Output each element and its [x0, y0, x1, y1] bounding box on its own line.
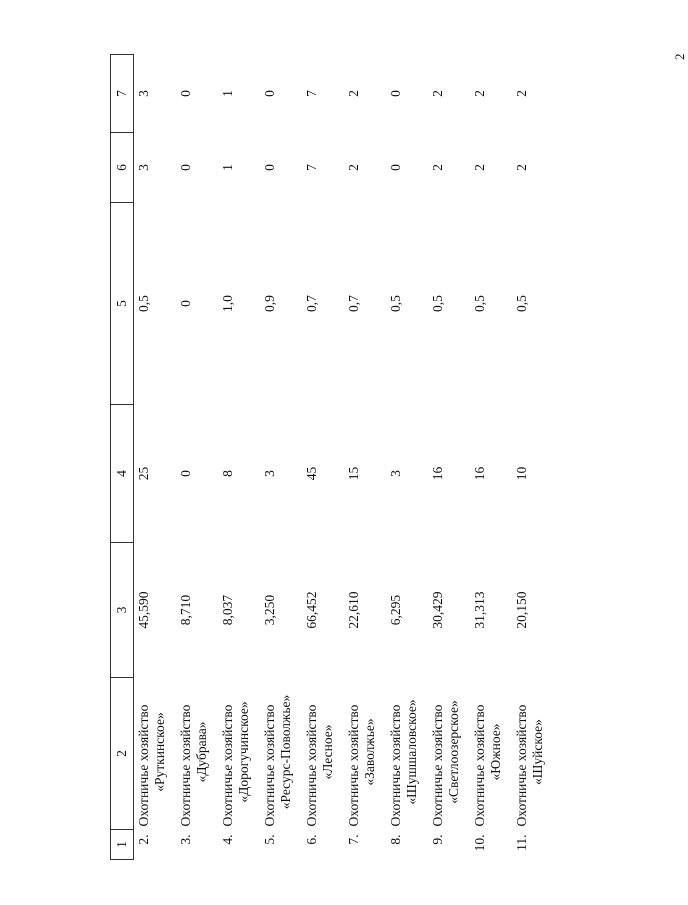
name-line-1: Охотничье хозяйство — [219, 704, 235, 827]
data-table — [110, 54, 554, 860]
col7-cell: 1 — [219, 90, 235, 97]
col5-cell: 0,9 — [261, 295, 277, 312]
col4-cell: 15 — [345, 466, 361, 481]
row-number-cell: 5. — [261, 834, 277, 845]
row-name-cell — [302, 678, 344, 830]
row-name-cell — [176, 678, 218, 830]
col4-cell: 16 — [471, 466, 487, 481]
col7-cell: 2 — [513, 90, 529, 97]
table-row — [386, 55, 428, 860]
col5-cell: 1,0 — [219, 295, 235, 312]
col4-cell: 10 — [513, 466, 529, 481]
col4-cell: 16 — [429, 466, 445, 481]
table-row — [134, 55, 176, 860]
col6-cell: 7 — [303, 164, 319, 171]
col6-cell: 3 — [136, 164, 151, 171]
col6-cell: 0 — [387, 164, 403, 171]
col4-cell: 0 — [177, 470, 193, 477]
col5-cell: 0,5 — [471, 295, 487, 312]
col3-cell: 66,452 — [303, 591, 319, 629]
col7-cell: 2 — [429, 90, 445, 97]
table-row — [302, 55, 344, 860]
header-cell: 1 — [111, 830, 134, 860]
col6-cell: 2 — [429, 164, 445, 171]
row-number-cell: 7. — [345, 834, 361, 845]
col5-cell: 0,7 — [345, 295, 361, 312]
table-row — [470, 55, 512, 860]
name-line-2: «Дорогучинское» — [235, 701, 251, 803]
row-number-cell: 3. — [177, 834, 193, 845]
rotated-table-container — [110, 55, 545, 860]
col4-cell: 3 — [387, 470, 403, 477]
header-cell: 2 — [111, 678, 134, 830]
col7-cell: 2 — [471, 90, 487, 97]
row-name-cell — [260, 678, 302, 830]
col3-cell: 6,295 — [387, 594, 403, 626]
table-row — [344, 55, 386, 860]
col3-cell: 8,037 — [219, 594, 235, 626]
name-line-1: Охотничье хозяйство — [429, 704, 445, 827]
name-line-2: «Руткинское» — [152, 712, 167, 792]
header-cell: 5 — [111, 203, 134, 405]
col6-cell: 2 — [513, 164, 529, 171]
name-line-1: Охотничье хозяйство — [513, 704, 529, 827]
table-row — [512, 55, 554, 860]
name-line-2: «Шуйское» — [529, 719, 545, 785]
name-line-2: «Шушшаловское» — [403, 699, 419, 805]
table-row — [260, 55, 302, 860]
col7-cell: 2 — [345, 90, 361, 97]
header-cell: 7 — [111, 55, 134, 133]
col3-cell: 31,313 — [471, 591, 487, 629]
row-name-cell — [386, 678, 428, 830]
row-name-cell — [512, 678, 554, 830]
name-line-2: «Южное» — [487, 723, 503, 781]
col3-cell: 20,150 — [513, 591, 529, 629]
col5-cell: 0,5 — [136, 295, 151, 312]
table-body — [134, 55, 554, 860]
col3-cell: 45,590 — [136, 591, 151, 629]
row-name-cell — [428, 678, 470, 830]
table-header — [111, 55, 134, 860]
row-number-cell: 11. — [513, 834, 529, 851]
col7-cell: 3 — [136, 90, 151, 97]
col6-cell: 2 — [471, 164, 487, 171]
row-number-cell: 9. — [429, 834, 445, 845]
header-cell: 4 — [111, 405, 134, 543]
row-name-cell — [470, 678, 512, 830]
table-row — [176, 55, 218, 860]
col5-cell: 0,5 — [429, 295, 445, 312]
name-line-2: «Заволжье» — [361, 718, 377, 786]
col3-cell: 3,250 — [261, 594, 277, 626]
row-number-cell: 6. — [303, 834, 319, 845]
row-number-cell: 4. — [219, 834, 235, 845]
col4-cell: 8 — [219, 470, 235, 477]
name-line-1: Охотничье хозяйство — [345, 704, 361, 827]
name-line-1: Охотничье хозяйство — [471, 704, 487, 827]
col7-cell: 0 — [261, 90, 277, 97]
col3-cell: 8,710 — [177, 594, 193, 626]
page-number: 2 — [672, 53, 687, 60]
row-number-cell: 2. — [136, 834, 151, 845]
name-line-1: Охотничье хозяйство — [261, 704, 277, 827]
name-line-1: Охотничье хозяйство — [136, 704, 151, 827]
row-number-cell: 10. — [471, 834, 487, 852]
name-line-1: Охотничье хозяйство — [303, 704, 319, 827]
row-name-cell — [134, 678, 176, 830]
row-name-cell — [218, 678, 260, 830]
name-line-2: «Светлоозерское» — [445, 700, 461, 804]
row-number-cell: 8. — [387, 834, 403, 845]
col7-cell: 0 — [177, 90, 193, 97]
col5-cell: 0,5 — [513, 295, 529, 312]
name-line-2: «Дубрава» — [193, 721, 209, 783]
col4-cell: 25 — [136, 466, 151, 481]
col6-cell: 0 — [177, 164, 193, 171]
table-row — [218, 55, 260, 860]
name-line-1: Охотничье хозяйство — [387, 704, 403, 827]
col4-cell: 3 — [261, 470, 277, 477]
col6-cell: 0 — [261, 164, 277, 171]
col3-cell: 22,610 — [345, 591, 361, 629]
col5-cell: 0,7 — [303, 295, 319, 312]
col7-cell: 0 — [387, 90, 403, 97]
col3-cell: 30,429 — [429, 591, 445, 629]
name-line-2: «Лесное» — [319, 724, 335, 780]
col5-cell: 0 — [177, 300, 193, 307]
col6-cell: 2 — [345, 164, 361, 171]
col4-cell: 45 — [303, 466, 319, 481]
col7-cell: 7 — [303, 90, 319, 97]
name-line-2: «Ресурс-Поволжье» — [277, 694, 293, 810]
header-cell: 3 — [111, 543, 134, 678]
name-line-1: Охотничье хозяйство — [177, 704, 193, 827]
col5-cell: 0,5 — [387, 295, 403, 312]
header-cell: 6 — [111, 133, 134, 203]
col6-cell: 1 — [219, 164, 235, 171]
row-name-cell — [344, 678, 386, 830]
table-row — [428, 55, 470, 860]
